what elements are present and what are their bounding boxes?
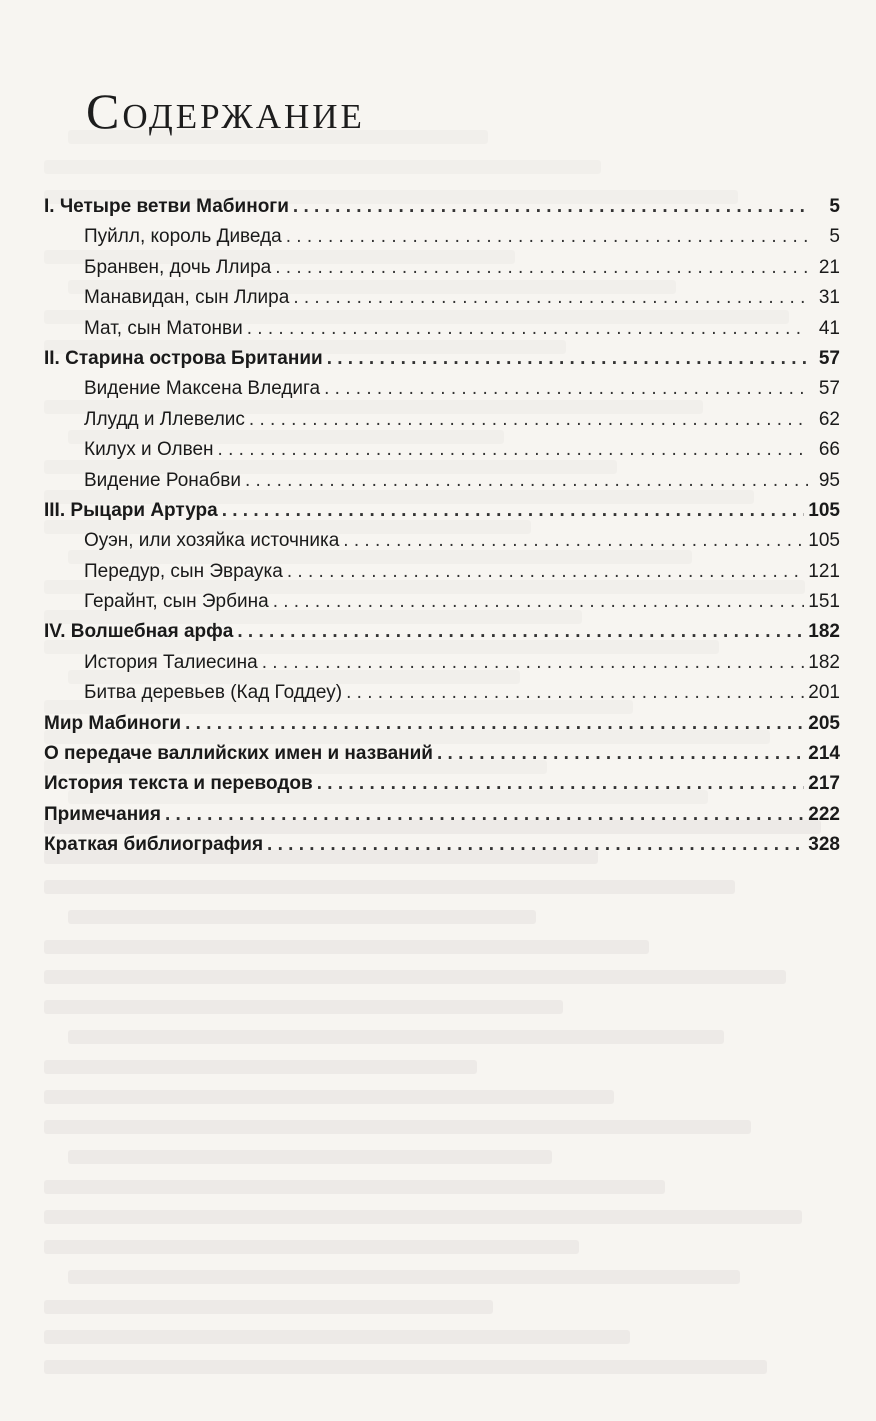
bleed-line xyxy=(44,1180,665,1194)
toc-leader-dots xyxy=(267,834,804,856)
toc-sub-entry xyxy=(44,226,840,256)
toc-page-number: 222 xyxy=(808,803,840,825)
toc-page-number: 57 xyxy=(818,378,840,400)
toc-sub-entry xyxy=(44,470,840,500)
bleed-line xyxy=(44,1240,579,1254)
page-title: Содержание xyxy=(86,83,365,139)
bleed-line xyxy=(44,1330,630,1344)
toc-part-entry xyxy=(44,348,840,378)
toc-leader-dots xyxy=(237,621,804,643)
bleed-line xyxy=(68,910,536,924)
bleed-line xyxy=(44,1090,614,1104)
toc-leader-dots xyxy=(286,226,808,248)
toc-entry-title: Видение Ронабви xyxy=(84,469,241,491)
toc-sub-entry xyxy=(44,652,840,682)
bleed-line xyxy=(44,1120,751,1134)
bleed-line xyxy=(44,880,735,894)
toc-part-entry xyxy=(44,196,840,226)
toc-entry-title: Оуэн, или хозяйка источника xyxy=(84,530,340,552)
bleed-line xyxy=(44,1360,767,1374)
toc-page-number: 182 xyxy=(808,651,840,673)
toc-page-number: 105 xyxy=(808,530,840,552)
toc-leader-dots xyxy=(327,348,808,370)
toc-page-number: 5 xyxy=(829,196,840,217)
bleed-line xyxy=(68,1030,724,1044)
toc-page-number: 105 xyxy=(808,499,840,521)
toc-sub-entry xyxy=(44,561,840,591)
bleed-line xyxy=(44,1300,493,1314)
toc-sub-entry xyxy=(44,682,840,712)
bleed-line xyxy=(68,1150,552,1164)
toc-leader-dots xyxy=(273,591,805,613)
toc-entry-title: История текста и переводов xyxy=(44,773,313,795)
toc-sub-entry xyxy=(44,439,840,469)
toc-sub-entry xyxy=(44,318,840,348)
toc-page-number: 41 xyxy=(818,317,840,339)
toc-page-number: 328 xyxy=(808,834,840,856)
toc-entry-title: Килух и Олвен xyxy=(84,439,214,461)
toc-page-number: 214 xyxy=(808,743,840,765)
toc-sub-entry xyxy=(44,378,840,408)
toc-entry-title: Бранвен, дочь Ллира xyxy=(84,256,272,278)
toc-page-number: 217 xyxy=(808,773,840,795)
toc-leader-dots xyxy=(262,652,805,674)
toc-entry-title: Ллудд и Ллевелис xyxy=(84,408,245,430)
toc-page-number: 62 xyxy=(818,408,840,430)
toc-leader-dots xyxy=(287,561,804,583)
bleed-line xyxy=(44,940,649,954)
toc-page-number: 151 xyxy=(808,591,840,613)
toc-page-number: 57 xyxy=(818,347,840,369)
toc-leader-dots xyxy=(247,318,808,340)
toc-leader-dots xyxy=(165,804,804,826)
toc-leader-dots xyxy=(293,196,808,218)
toc-leader-dots xyxy=(317,773,805,795)
toc-leader-dots xyxy=(249,409,808,431)
toc-entry-title: Примечания xyxy=(44,803,161,825)
toc-entry-title: Мат, сын Матонви xyxy=(84,317,243,339)
toc-page-number: 201 xyxy=(808,682,840,704)
toc-sub-entry xyxy=(44,257,840,287)
toc-entry-title: III. Рыцари Артура xyxy=(44,499,218,521)
toc-sub-entry xyxy=(44,530,840,560)
toc-leader-dots xyxy=(185,713,804,735)
toc-entry-title: II. Старина острова Британии xyxy=(44,347,323,369)
toc-page-number: 5 xyxy=(829,226,840,248)
toc-entry-title: Мир Мабиноги xyxy=(44,712,182,734)
toc-part-entry xyxy=(44,834,840,864)
toc-sub-entry xyxy=(44,409,840,439)
toc-part-entry xyxy=(44,621,840,651)
toc-page-number: 95 xyxy=(818,469,840,491)
toc-entry-title: Видение Максена Вледига xyxy=(84,378,321,400)
bleed-line xyxy=(44,160,601,174)
toc-leader-dots xyxy=(346,682,804,704)
toc-sub-entry xyxy=(44,287,840,317)
toc-entry-title: Манавидан, сын Ллира xyxy=(84,287,290,309)
toc-page-number: 121 xyxy=(808,560,840,582)
toc-page-number: 182 xyxy=(808,621,840,643)
bleed-line xyxy=(44,1210,802,1224)
toc-leader-dots xyxy=(437,743,804,765)
toc-leader-dots xyxy=(324,378,808,400)
toc-leader-dots xyxy=(343,530,804,552)
toc-page-number: 205 xyxy=(808,712,840,734)
toc-page-number: 66 xyxy=(818,439,840,461)
toc-page-number: 21 xyxy=(818,256,840,278)
bleed-line xyxy=(44,970,786,984)
toc-sub-entry xyxy=(44,591,840,621)
toc-part-entry xyxy=(44,500,840,530)
toc-entry-title: О передаче валлийских имен и названий xyxy=(44,743,433,765)
toc-leader-dots xyxy=(275,257,808,279)
bleed-line xyxy=(44,1000,563,1014)
toc-part-entry xyxy=(44,743,840,773)
toc-leader-dots xyxy=(218,439,808,461)
toc-leader-dots xyxy=(245,470,808,492)
toc-leader-dots xyxy=(222,500,805,522)
toc-entry-title: История Талиесина xyxy=(84,651,258,673)
toc-leader-dots xyxy=(293,287,808,309)
toc-entry-title: IV. Волшебная арфа xyxy=(44,621,234,643)
toc-entry-title: Передур, сын Эвраука xyxy=(84,560,283,582)
table-of-contents xyxy=(44,196,840,865)
toc-part-entry xyxy=(44,713,840,743)
bleed-line xyxy=(68,1270,740,1284)
toc-part-entry xyxy=(44,804,840,834)
toc-entry-title: Герайнт, сын Эрбина xyxy=(84,591,269,613)
toc-entry-title: Битва деревьев (Кад Годдеу) xyxy=(84,682,343,704)
bleed-line xyxy=(44,1060,477,1074)
toc-entry-title: Краткая библиография xyxy=(44,834,264,856)
toc-entry-title: Пуйлл, король Диведа xyxy=(84,226,282,248)
toc-part-entry xyxy=(44,773,840,803)
toc-page-number: 31 xyxy=(818,287,840,309)
toc-entry-title: I. Четыре ветви Мабиноги xyxy=(44,196,289,217)
